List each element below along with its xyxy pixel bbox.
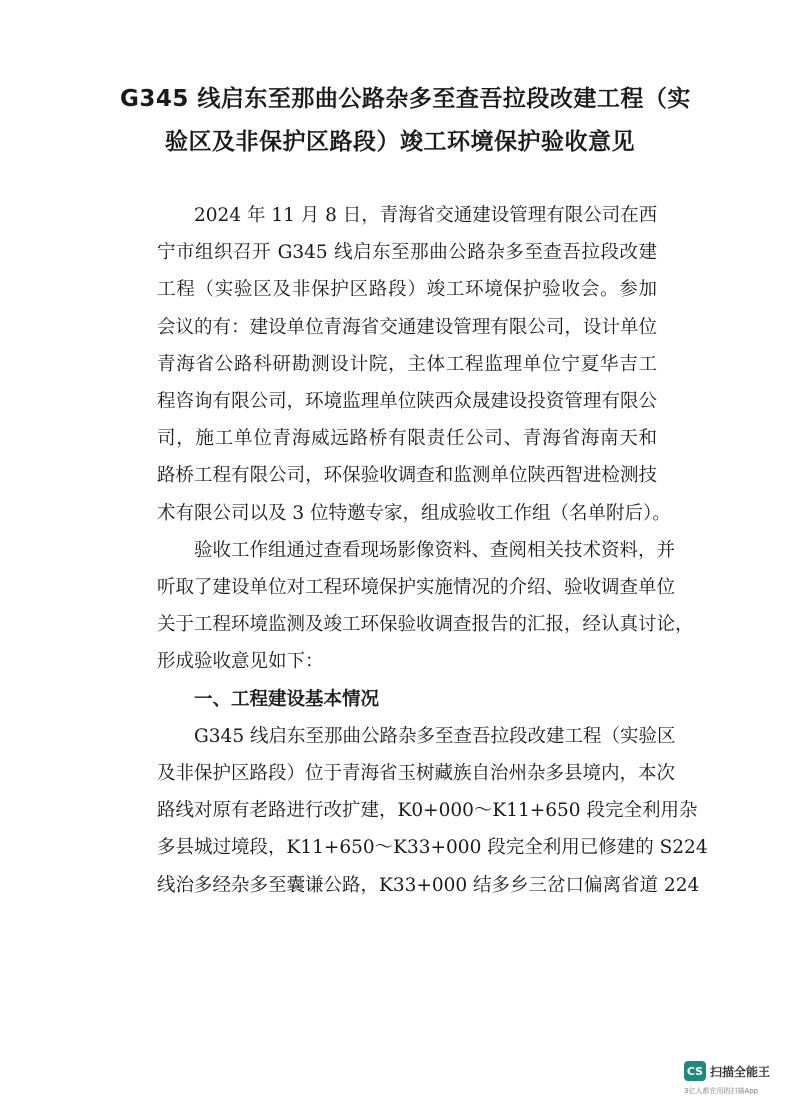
text-line: G345 线启东至那曲公路杂多至查吾拉段改建工程（实验区 xyxy=(194,725,676,747)
paragraph-meeting-info xyxy=(157,197,671,532)
text-line: 形成验收意见如下： xyxy=(157,651,324,673)
text-line: 青海省公路科研勘测设计院，主体工程监理单位宁夏华吉工 xyxy=(157,353,657,375)
paragraph-review-process xyxy=(157,532,694,681)
text-line: 宁市组织召开 G345 线启东至那曲公路杂多至查吾拉段改建 xyxy=(157,242,657,264)
text-line: 听取了建设单位对工程环境保护实施情况的介绍、验收调查单位 xyxy=(157,577,676,599)
text-line: 线治多经杂多至囊谦公路，K33+000 结多乡三岔口偏离省道 224 xyxy=(157,874,700,896)
text-line: 路线对原有老路进行改扩建，K0+000～K11+650 段完全利用杂 xyxy=(157,800,698,822)
document-body xyxy=(157,197,708,904)
scanner-watermark xyxy=(684,1061,770,1081)
watermark-tagline: 3亿人都在用的扫描App xyxy=(684,1087,759,1095)
text-line: 程咨询有限公司，环境监理单位陕西众晟建设投资管理有限公 xyxy=(157,391,657,413)
document-title xyxy=(120,78,691,164)
title-line-1: G345 线启东至那曲公路杂多至查吾拉段改建工程（实 xyxy=(120,86,691,112)
title-line-2: 验区及非保护区路段）竣工环境保护验收意见 xyxy=(165,129,635,155)
text-line: 多县城过境段，K11+650～K33+000 段完全利用已修建的 S224 xyxy=(157,837,708,859)
text-line: 会议的有：建设单位青海省交通建设管理有限公司，设计单位 xyxy=(157,316,657,338)
text-line: 及非保护区路段）位于青海省玉树藏族自治州杂多县境内，本次 xyxy=(157,763,676,785)
paragraph-project-info xyxy=(157,718,708,904)
text-line: 关于工程环境监测及竣工环保验收调查报告的汇报，经认真讨论， xyxy=(157,614,694,636)
camscanner-logo-icon: CS xyxy=(684,1061,706,1081)
section-heading: 一、工程建设基本情况 xyxy=(194,688,380,710)
text-line: 术有限公司以及 3 位特邀专家，组成验收工作组（名单附后）。 xyxy=(157,502,671,524)
text-line: 2024 年 11 月 8 日，青海省交通建设管理有限公司在西 xyxy=(194,205,658,226)
text-line: 司，施工单位青海威远路桥有限责任公司、青海省海南天和 xyxy=(157,428,657,450)
text-line: 验收工作组通过查看现场影像资料、查阅相关技术资料，并 xyxy=(194,539,676,561)
text-line: 路桥工程有限公司，环保验收调查和监测单位陕西智进检测技 xyxy=(157,465,657,487)
watermark-name: 扫描全能王 xyxy=(710,1064,771,1079)
text-line: 工程（实验区及非保护区路段）竣工环境保护验收会。参加 xyxy=(157,279,657,301)
